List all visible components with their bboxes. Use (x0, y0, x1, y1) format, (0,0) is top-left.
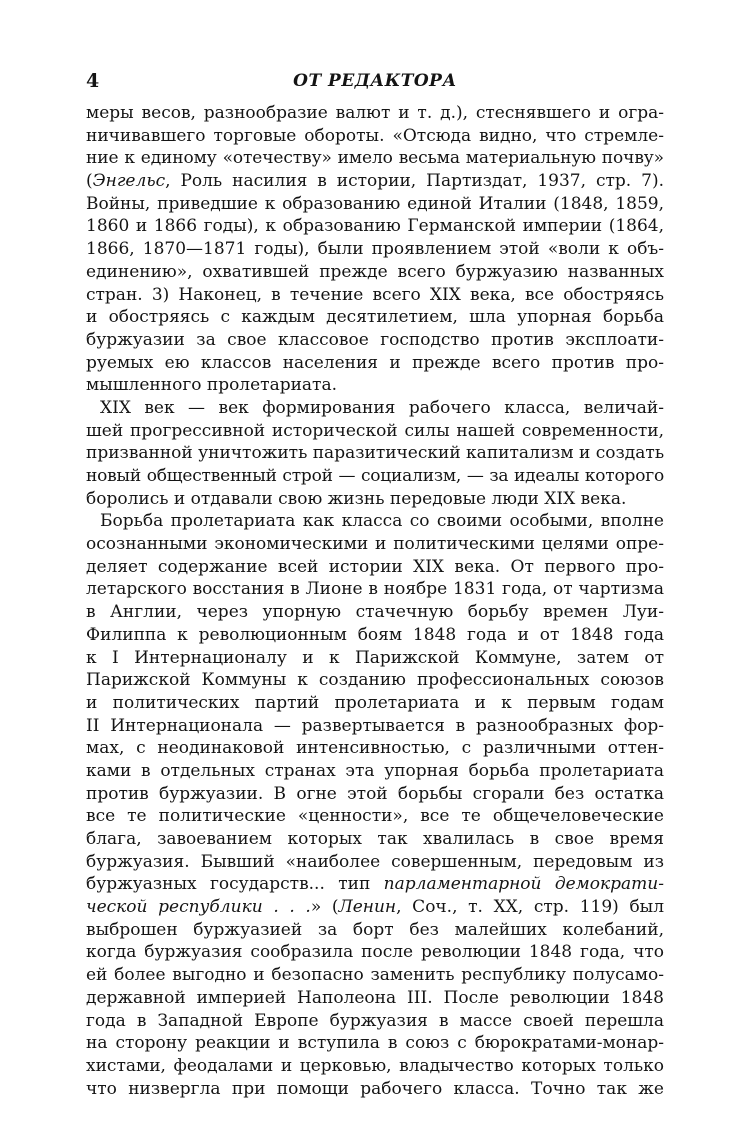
text-segment: Войны, приведшие к образованию единой Италии (1848, 1859, (86, 193, 664, 214)
text-line (86, 170, 664, 193)
text-segment: ( (86, 171, 93, 192)
text-segment: буржуазии за свое классовое господство против эксплоати- (86, 329, 664, 350)
document-page (86, 70, 664, 1100)
text-line (86, 873, 664, 896)
text-segment: шей прогрессивной исторической силы нашей современности, (86, 420, 664, 441)
text-line (86, 215, 664, 238)
text-line (86, 987, 664, 1010)
text-segment: XIX век — век формирования рабочего класса, величай- (100, 397, 664, 418)
text-line (86, 306, 664, 329)
text-line (86, 624, 664, 647)
text-segment: хистами, феодалами и церковью, владычество которых только (86, 1055, 664, 1076)
text-line (86, 533, 664, 556)
text-segment: летарского восстания в Лионе в ноябре 1831 года, от чартизма (86, 579, 664, 600)
text-line (86, 488, 664, 511)
text-segment: блага, завоеванием которых так хвалилась в свое время (86, 829, 664, 849)
text-segment: деляет содержание всей истории XIX века. От первого про- (86, 556, 664, 577)
text-line (86, 102, 664, 125)
text-line (86, 896, 664, 919)
text-segment: против буржуазии. В огне этой борьбы сгорали без остатка (86, 783, 664, 804)
text-segment: мах, с неодинаковой интенсивностью, с различными оттен- (86, 738, 664, 759)
text-line (86, 692, 664, 715)
text-segment: Борьба пролетариата как класса со своими особыми, вполне (100, 511, 664, 532)
italic-text-segment: парламентарной демократи- (383, 874, 664, 895)
text-line (86, 420, 664, 443)
text-segment: ей более выгодно и безопасно заменить республику полусамо- (86, 965, 664, 986)
text-line (86, 397, 664, 420)
page-number: 4 (86, 70, 100, 92)
text-segment: буржуазия. Бывший «наиболее совершенным, передовым из (86, 851, 664, 872)
text-segment: меры весов, разнообразие валют и т. д.), стеснявшего и огра- (86, 103, 664, 123)
body-text (86, 102, 664, 1100)
text-line (86, 1032, 664, 1055)
text-line (86, 851, 664, 874)
text-segment: , Роль насилия в истории, Партиздат, 1937, стр. 7). (165, 171, 664, 192)
italic-text-segment: Ленин (338, 897, 397, 918)
text-line (86, 647, 664, 670)
text-line (86, 465, 664, 488)
text-line (86, 919, 664, 942)
text-segment: что низвергла при помощи рабочего класса. Точно так же (86, 1078, 664, 1099)
text-line (86, 715, 664, 738)
text-segment: Филиппа к революционным боям 1848 года и от 1848 года (86, 624, 664, 645)
text-segment: 1866, 1870—1871 годы), были проявлением этой «воли к объ- (86, 239, 664, 260)
text-segment: на сторону реакции и вступила в союз с бюрократами-монар- (86, 1033, 664, 1054)
text-line (86, 760, 664, 783)
text-segment: ничивавшего торговые обороты. «Отсюда видно, что стремле- (86, 125, 664, 146)
text-segment: мышленного пролетариата. (86, 375, 337, 396)
text-line (86, 805, 664, 828)
text-segment: единению», охватившей прежде всего буржуазию названных (86, 261, 664, 282)
text-line (86, 669, 664, 692)
text-segment: ками в отдельных странах эта упорная борьба пролетариата (86, 760, 664, 781)
text-line (86, 510, 664, 533)
text-segment: 1860 и 1866 годы), к образованию Германской империи (1864, (86, 216, 664, 237)
text-line (86, 601, 664, 624)
text-segment: руемых ею классов населения и прежде всего против про- (86, 352, 664, 373)
text-line (86, 374, 664, 397)
text-segment: и политических партий пролетариата и к первым годам (86, 692, 664, 713)
text-line (86, 737, 664, 760)
text-line (86, 284, 664, 307)
text-line (86, 329, 664, 352)
text-segment: ние к единому «отечеству» имело весьма материальную почву» (86, 148, 664, 169)
text-line (86, 125, 664, 148)
text-line (86, 352, 664, 375)
text-line (86, 147, 664, 170)
text-segment: когда буржуазия сообразила после революции 1848 года, что (86, 942, 664, 963)
text-line (86, 941, 664, 964)
running-head: ОТ РЕДАКТОРА (293, 71, 457, 91)
text-line (86, 1055, 664, 1078)
italic-text-segment: Энгельс (92, 171, 166, 192)
text-line (86, 1078, 664, 1101)
text-segment: II Интернационала — развертывается в разнообразных фор- (86, 715, 664, 736)
text-segment: и обостряясь с каждым десятилетием, шла упорная борьба (86, 307, 664, 328)
text-segment: боролись и отдавали свою жизнь передовые люди XIX века. (86, 488, 627, 509)
text-line (86, 1010, 664, 1033)
text-segment: призванной уничтожить паразитический капитализм и создать (86, 443, 665, 464)
text-segment: буржуазных государств... тип (86, 874, 384, 895)
text-segment: стран. 3) Наконец, в течение всего XIX века, все обостряясь (86, 284, 664, 305)
italic-text-segment: ческой республики . . . (86, 897, 311, 918)
text-line (86, 261, 664, 284)
text-line (86, 783, 664, 806)
text-segment: года в Западной Европе буржуазия в массе своей перешла (86, 1010, 664, 1031)
text-segment: в Англии, через упорную стачечную борьбу времен Луи- (86, 602, 664, 623)
text-line (86, 193, 664, 216)
text-segment: выброшен буржуазией за борт без малейших колебаний, (86, 919, 664, 940)
text-line (86, 828, 664, 851)
text-segment: » ( (310, 897, 339, 918)
text-segment: осознанными экономическими и политическими целями опре- (86, 534, 664, 555)
text-segment: все те политические «ценности», все те общечеловеческие (86, 806, 664, 827)
text-line (86, 238, 664, 261)
text-segment: к I Интернационалу и к Парижской Коммуне, затем от (86, 647, 664, 668)
page-header (86, 70, 664, 102)
text-segment: державной империей Наполеона III. После революции 1848 (86, 987, 664, 1008)
text-line (86, 556, 664, 579)
text-segment: новый общественный строй — социализм, — за идеалы которого (86, 466, 664, 486)
text-line (86, 964, 664, 987)
text-line (86, 442, 664, 465)
text-segment: Парижской Коммуны к созданию профессиональных союзов (86, 670, 664, 691)
text-segment: , Соч., т. XX, стр. 119) был (396, 897, 665, 918)
text-line (86, 578, 664, 601)
